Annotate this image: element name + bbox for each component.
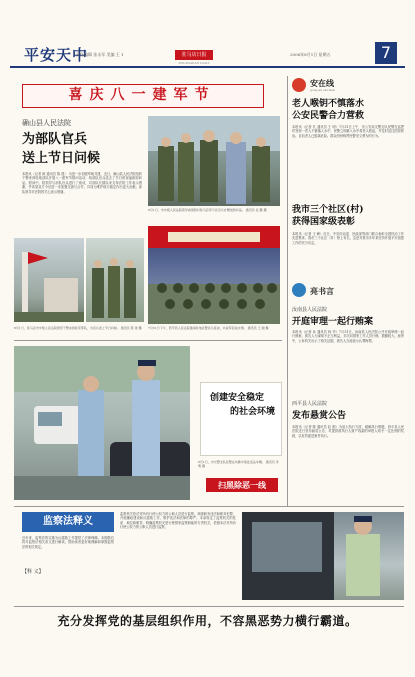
story4-title: 发布悬赏公告 [292,411,347,421]
lead-headline-1: 为部队官兵 [22,132,88,147]
red-tag-box: 扫黑除恶一线 [206,478,278,492]
story3-body: 本报讯（记者 孙 通讯员 杨 华）7月31日，汝南县人民法院公开开庭审理一起行贿案，被告人为谋取不正当利益，多次向国家工作人员行贿，数额较大。庭审中，公诉机关出示了相关证据，被告人当庭表示认罪悔罪。 [292,330,404,343]
caption-photo-1: 8月1日，市中级人民法院领导看望慰问驻马店军分区官兵并赠送慰问品。 通讯员 张 鹏 摄 [148,208,267,212]
photo-flag-tower-illustration [14,238,84,322]
middle-panel-title-2: 的社会环境 [230,407,276,417]
story1-title-1: 老人喉钥不慎落水 [292,99,365,109]
story1-title-2: 公安民警合力营救 [292,111,365,121]
story1-body: 本报讯（记者 孔 通讯员 王 明）7月31日上午，市公安局交警支队民警在巡逻时发现一老人不慎落入水中，民警立即跳入水中将老人救起，并及时送往医院救治。目前老人已脱离危险。群众纷纷称赞民警见义勇为的行为。 [292,125,404,138]
lead-kicker: 确山县人民法院 [22,119,71,127]
story4-kicker: 西平县人民法院 [292,401,328,407]
section-pinyin: gong an zai xian [310,88,335,92]
section-title: 平安天中 [24,46,89,64]
photo-soldiers-handshake [148,116,280,206]
middle-panel-title-1: 创建安全稳定 [210,393,265,403]
bottom-intro: 近年来，监察法的实施为反腐败工作提供了法律保障。本期我们将对监察法相关条文进行解读，帮助读者更好地理解和掌握监察法的相关规定。 [22,536,114,549]
lead-body: 本报讯（记者 薛 通讯员 陈 建） 为进一步加强军地共建，近日，确山县人民法院组织干警来到驻地部队开展八一建军节慰问活动，给部队官兵送去了节日的祝福和慰问品。慰问中，院领导与部队官兵进行了座谈，对部队长期以来支持法院工作表示感谢，并希望双方今后进一步加强交流与合作，共同为维护地方稳定作出更大贡献。部队领导对法院的关心表示感谢。 [22,172,142,194]
photo-traffic-police [242,512,404,600]
section-name: 安在线 [310,78,334,88]
story2-body: 本报讯（记者 王 峰）近日，中央综治委、民政部等部门联合表彰全国综治工作先进集体，我市三个社区（村）榜上有名，这是对我市多年来坚持开展平安创建工作的充分肯定。 [292,232,404,245]
editor-line: 责任编辑 张永军 美编 王 1 [76,52,124,57]
story3-title: 开庭审理一起行贿案 [292,317,374,327]
photo-meeting [148,226,280,324]
caption-photo-left: 8月1日，驻马店市中级人民法院组织干警来到驻军部队，为官兵送上节日问候。 通讯员 陈 建 摄 [14,326,142,330]
story3-kicker: 汝南县人民法院 [292,307,328,313]
bottom-banner: 监察法释义 [22,512,114,532]
photo-soldiers-group [86,238,144,322]
page-number: 7 [375,42,397,64]
bottom-body: 监察机关依法对所有行使公权力的公职人员进行监察，调查职务违法和职务犯罪，开展廉政建设和反腐败工作，维护宪法和法律的尊严。本条规定了监察机关的性质、地位和职责，明确监察机关是行使国家监察职能的专责机关，依照本法对所有行使公权力的公职人员进行监察。 [120,512,236,530]
lead-headline-2: 送上节日问候 [22,151,101,166]
caption-checkpoint: 8月1日，市交警支队民警在执勤中查处违法车辆。 通讯员 李 明 摄 [198,460,279,468]
photo-traffic-police-illustration [242,512,404,600]
caption-photo-meeting: 7月31日下午，西平县人民法院邀请驻地武警官兵座谈，共叙军民鱼水情。 通讯员 王 刚 摄 [148,326,269,330]
section-divider [14,340,282,341]
issue-date: 2008年8月1日 星期五 [290,52,331,57]
newspaper-logo: 驻马店日报 [175,50,213,60]
slogan-divider [14,606,404,607]
story2-title-2: 获得国家级表彰 [292,217,356,227]
photo-meeting-illustration [148,226,280,324]
section-icon [292,78,306,92]
bottom-divider [14,506,404,507]
section2-name: 亮书言 [310,286,334,296]
photo-soldiers-group-illustration [86,238,144,322]
story2-title-1: 我市三个社区(村) [292,205,364,215]
masthead-rule [10,66,405,68]
photo-flag-tower [14,238,84,322]
newspaper-logo-sub: ZHUMADIAN DAILY [178,61,210,65]
photo-soldiers-illustration [148,116,280,206]
banner-title: 喜庆八一建军节 [68,87,216,103]
section2-icon [292,283,306,297]
bottom-article-label: 【释 义】 [22,569,44,575]
photo-police-checkpoint [14,346,190,500]
story4-body: 本报讯（记者 陈 通讯员 赵 刚）为加大执行力度，破解执行难题，西平县人民法院近日发布悬赏公告，对提供被执行人财产线索的举报人给予一定比例的奖励，以有效促进案件执行。 [292,425,404,438]
photo-police-checkpoint-illustration [14,346,190,500]
bottom-slogan: 充分发挥党的基层组织作用，不容黑恶势力横行霸道。 [57,614,358,628]
column-divider [287,76,288,506]
